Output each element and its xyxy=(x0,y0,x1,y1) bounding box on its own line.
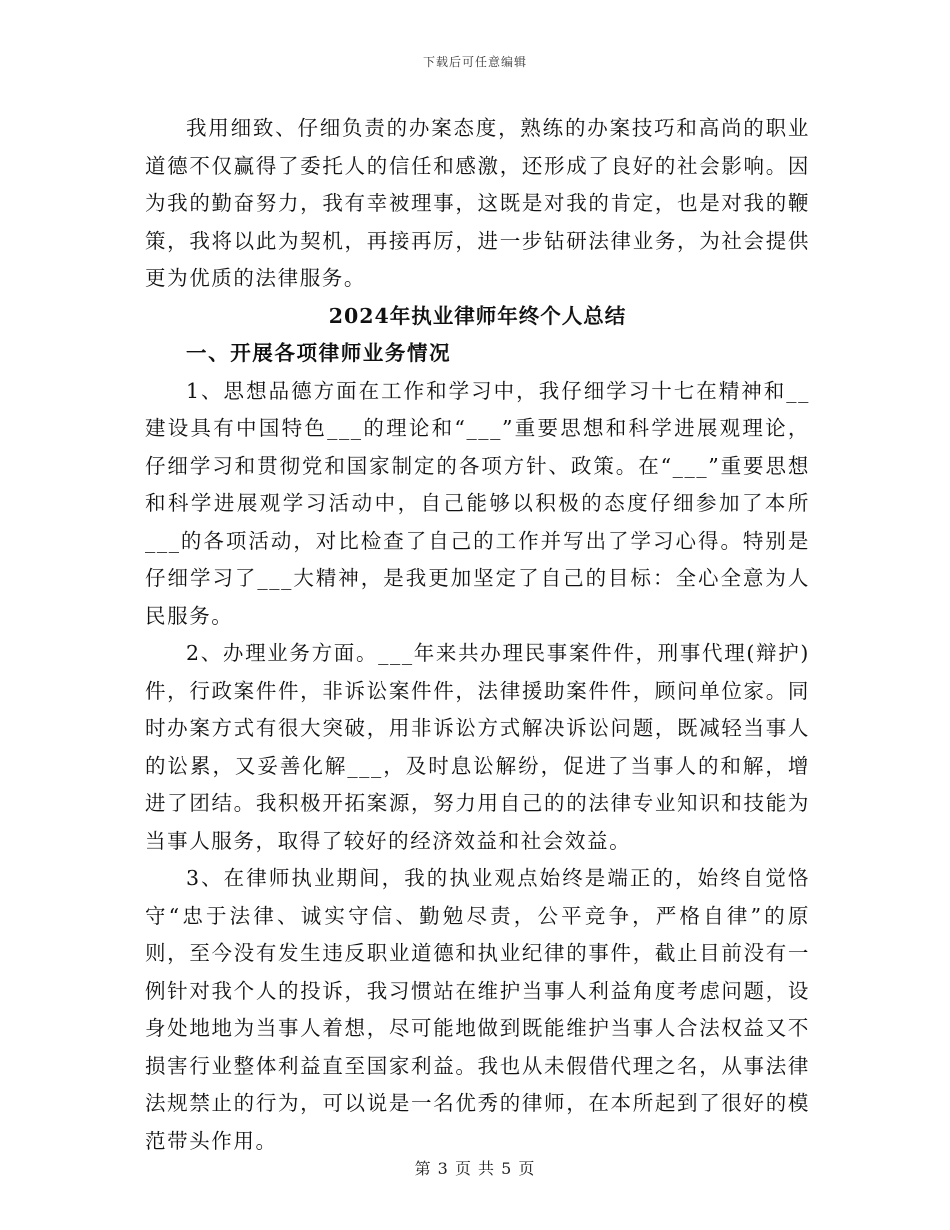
paragraph-conduct: 3、在律师执业期间，我的执业观点始终是端正的，始终自觉恪守“忠于法律、诚实守信、勤勉尽责，公平竞争，严格自律”的原则，至今没有发生违反职业道德和执业纪律的事件，截止目前没有一例针对我个人的投诉，我习惯站在维护当事人利益角度考虑问题，设身处地地为当事人着想，尽可能地做到既能维护当事人合法权益又不损害行业整体利益直至国家利益。我也从未假借代理之名，从事法律法规禁止的行为，可以说是一名优秀的律师，在本所起到了很好的模范带头作用。 xyxy=(145,866,810,1153)
document-body xyxy=(145,110,810,1160)
paragraph-ideology: 1、思想品德方面在工作和学习中，我仔细学习十七在精神和__建设具有中国特色___的理论和“___”重要思想和科学进展观理论，仔细学习和贯彻党和国家制定的各项方针、政策。在“___”重要思想和科学进展观学习活动中，自己能够以积极的态度仔细参加了本所___的各项活动，对比检查了自己的工作并写出了学习心得。特别是仔细学习了___大精神，是我更加坚定了自己的目标：全心全意为人民服务。 xyxy=(145,378,810,628)
header-note: 下载后可任意编辑 xyxy=(422,55,527,69)
section-heading: 一、开展各项律师业务情况 xyxy=(186,341,452,365)
intro-paragraph: 我用细致、仔细负责的办案态度，熟练的办案技巧和高尚的职业道德不仅赢得了委托人的信任和感激，还形成了良好的社会影响。因为我的勤奋努力，我有幸被理事，这既是对我的肯定，也是对我的鞭策，我将以此为契机，再接再厉，进一步钻研法律业务，为社会提供更为优质的法律服务。 xyxy=(145,116,810,290)
document-title: 2024年执业律师年终个人总结 xyxy=(328,303,627,328)
page-number: 第 3 页 共 5 页 xyxy=(414,1159,536,1178)
paragraph-business: 2、办理业务方面。___年来共办理民事案件件，刑事代理(辩护)件，行政案件件，非诉讼案件件，法律援助案件件，顾问单位家。同时办案方式有很大突破，用非诉讼方式解决诉讼问题，既减轻当事人的讼累，又妥善化解___，及时息讼解纷，促进了当事人的和解，增进了团结。我积极开拓案源，努力用自己的的法律专业知识和技能为当事人服务，取得了较好的经济效益和社会效益。 xyxy=(145,641,810,853)
